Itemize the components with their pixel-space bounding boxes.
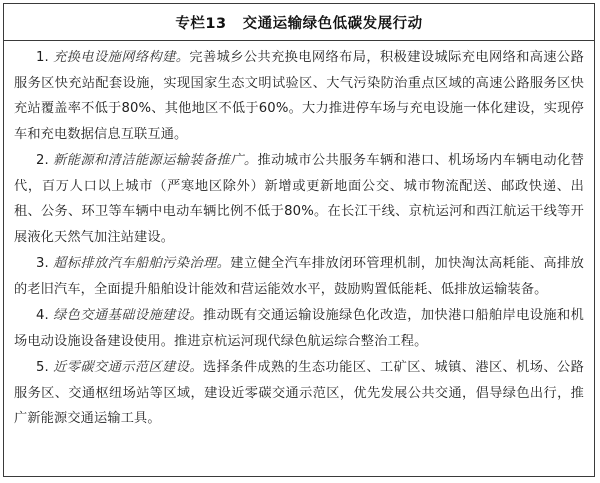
item-title: 近零碳交通示范区建设。 (52, 360, 203, 375)
item-title: 充换电设施网络构建。 (52, 50, 190, 65)
item-text: 建立健全汽车排放闭环管理机制，加快淘汰高耗能、高排放的老旧汽车，全面提升船舶设计能效和营运能效水平，鼓励购置低能耗、低排放运输装备。 (14, 256, 584, 297)
column-title: 交通运输绿色低碳发展行动 (242, 15, 423, 32)
item-text: 推动既有交通运输设施绿色化改造，加快港口船舶岸电设施和机场电动设施设备建设使用。推进京杭运河现代绿色航运综合整治工程。 (14, 308, 584, 349)
item-text: 选择条件成熟的生态功能区、工矿区、城镇、港区、机场、公路服务区、交通枢纽场站等区域，建设近零碳交通示范区，优先发展公共交通，倡导绿色出行，推广新能源交通运输工具。 (14, 360, 584, 426)
item-title: 超标排放汽车船舶污染治理。 (52, 256, 231, 271)
list-item (14, 148, 584, 250)
column-number: 专栏13 (175, 15, 227, 32)
item-number: 5. (36, 360, 49, 375)
column-header (4, 4, 594, 41)
list-item (14, 355, 584, 432)
item-number: 1. (36, 50, 49, 65)
column-box (3, 3, 595, 477)
item-number: 4. (36, 308, 49, 323)
item-text: 完善城乡公共充换电网络布局，积极建设城际充电网络和高速公路服务区快充站配套设施，实现国家生态文明试验区、大气污染防治重点区域的高速公路服务区快充站覆盖率不低于80%、其他地区不低于60%。大力推进停车场与充电设施一体化建设，实现停车和充电数据信息互联互通。 (14, 50, 584, 142)
item-title: 新能源和清洁能源运输装备推广。 (52, 153, 258, 168)
column-body (4, 41, 594, 432)
item-title: 绿色交通基础设施建设。 (52, 308, 203, 323)
item-number: 3. (36, 256, 49, 271)
item-text: 推动城市公共服务车辆和港口、机场场内车辆电动化替代，百万人口以上城市（严寒地区除外）新增或更新地面公交、城市物流配送、邮政快递、出租、公务、环卫等车辆中电动车辆比例不低于80%。在长江干线、京杭运河和西江航运干线等开展液化天然气加注站建设。 (14, 153, 585, 245)
list-item (14, 251, 584, 302)
item-number: 2. (36, 153, 49, 168)
list-item (14, 303, 584, 354)
list-item (14, 45, 584, 147)
